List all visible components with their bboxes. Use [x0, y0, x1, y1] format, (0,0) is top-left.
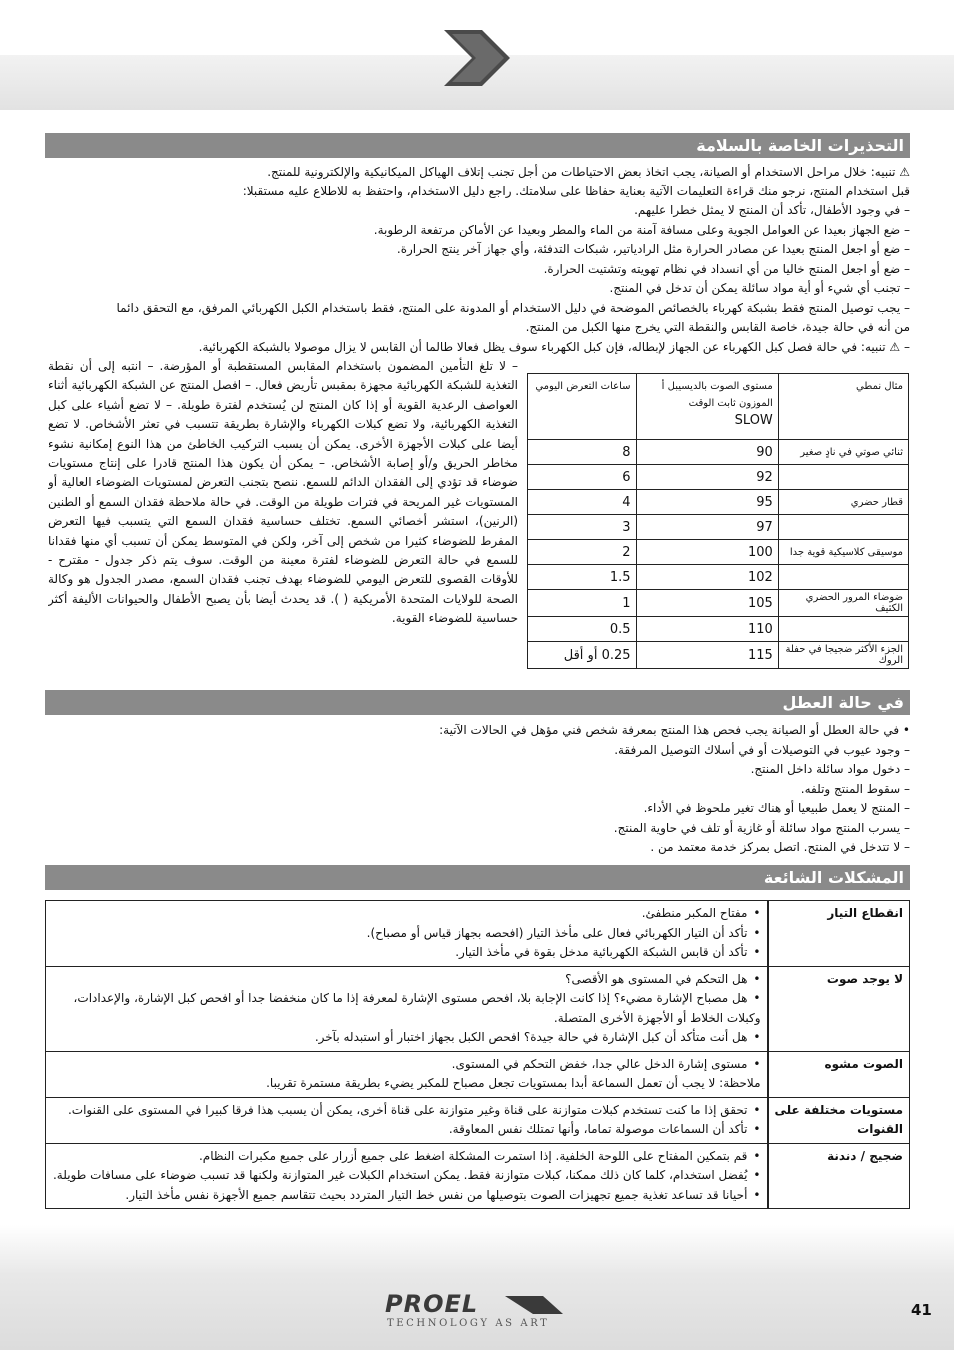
brand-tagline: TECHNOLOGY AS ART	[387, 1318, 550, 1329]
safety-item: – تجنب أي شيء أو أية مواد سائلة يمكن أن تدخل في المنتج.	[609, 281, 910, 295]
cell-example: الجزء الأكثر ضجيجا في حفلة الروك	[778, 642, 908, 669]
cell-db: 105	[636, 590, 778, 617]
fault-item: – يسرب المنتج مواد سائلة أو غازية أو تلف في حاوية المنتج.	[613, 821, 910, 835]
cell-db: 115	[636, 642, 778, 669]
cell-hours: 0.5	[528, 617, 637, 642]
cell-hours: 3	[528, 515, 637, 540]
safety-side-paragraph: – لا تلغ التأمين المضمون باستخدام المقابس المستقطبة أو المؤرضة. – انتبه إلى أن نقطة التغذية للشبكة الكهربائية مجهزة بمقبس تأريض فعال. – افصل المنتج عن الشبكة الكهربائية أثناء العواصف الرعدية القوية أو إذا كان المنتج لن يُستخدم لفترة طويلة. – لا تضع أشياء على كبل التغذية الكهربائية، ولا تضع كبلات الكهرباء والإشارة بطريقة تتسبب في تعثر الأشخاص. لا تضع أيضا على كبلات الأجهزة الأخرى. يمكن أن يسبب التركيب الخاطئ من هذا النوع إمكانية نشوء مخاطر الحريق و/أو إصابة الأشخاص. – يمكن أن يكون هذا المنتج قادرا على إنتاج مستويات ضوضاء قد تؤدي إلى الفقدان الدائم للسمع. ننصح بتجنب التعرض لمستويات الضوضاء العالية أو المستويات غير المريحة في فترات طويلة من الوقت. في حالة ملاحظة فقدان السمع أو الطنين (الرنين)، استشر أخصائي السمع. تختلف حساسية فقدان السمع التي يتسبب فيها التعرض المفرط للضوضاء كثيرا من شخص إلى آخر، ولكن في المتوسط يمكن أن تسبب أي منها فقدانا للسمع في حالة التعرض للضوضاء لفترة معينة من الوقت. سوف يتم ذكر جدول - مقترح - للأوقات القصوى للتعرض اليومي للضوضاء بهدف تجنب فقدان السمع، مصدر الجدول هو وكالة الصحة للولايات المتحدة الأمريكية ( ). قد يحدث أيضا بأن يصبح الأطفال والحيوانات الأليفة أكثر حساسية للضوضاء القوية.	[48, 359, 518, 626]
chevron-arrow-icon	[444, 30, 512, 86]
problem-label: الصوت مشوه	[768, 1051, 910, 1097]
section-title-problems: المشكلات الشائعة	[45, 865, 910, 890]
cell-db: 90	[636, 440, 778, 465]
solution-item: • هل أنت متأكد أن كبل الإشارة في حالة جيدة؟ افحص الكبل بجهاز اختبار أو استبدله بآخر.	[52, 1028, 761, 1048]
solution-item: • هل التحكم في المستوى هو الأقصى؟	[52, 970, 761, 990]
solution-item: • هل مصباح الإشارة مضيء؟ إذا كانت الإجابة بلا، افحص مستوى الإشارة لمعرفة إذا ما كان منخفضا جدا أو افحص كبل الإشارة، والإعدادات، وكبلات الخلاط أو الأجهزة الأخرى المتصلة.	[52, 989, 761, 1028]
troubleshooting-table	[45, 900, 910, 1209]
noise-exposure-table	[527, 373, 909, 669]
safety-power-2: من أنه في حالة جيدة، خاصة القابس والنقطة التي يخرج منها الكبل من المنتج.	[525, 320, 910, 334]
section-title-fault: في حالة العطل	[45, 690, 910, 715]
fault-item: – لا تتدخل في المنتج. اتصل بمركز خدمة معتمد من .	[650, 840, 910, 854]
cell-example: موسيقى كلاسيكية قوية جدا	[778, 540, 908, 565]
cell-hours: 8	[528, 440, 637, 465]
fault-intro: • في حالة العطل أو الصيانة يجب فحص هذا المنتج بمعرفة شخص فني مؤهل في الحالات الآتية:	[439, 723, 910, 737]
cell-hours: 1.5	[528, 565, 637, 590]
cell-example	[778, 565, 908, 590]
safety-power-1: – يجب توصيل المنتج فقط بشبكة كهرباء بالخصائص الموضحة في دليل الاستخدام أو المدونة على المنتج، فقط باستخدام الكبل الكهربائي المرفق، مع التحقق دائما	[116, 301, 910, 315]
table-row	[528, 465, 909, 490]
solution-item: • مفتاح المكبر منطفئ.	[52, 904, 761, 924]
cell-example	[778, 617, 908, 642]
table-row	[46, 966, 910, 1051]
cell-example	[778, 465, 908, 490]
table-header-row	[528, 374, 909, 440]
table-row	[46, 1143, 910, 1209]
table-row	[528, 440, 909, 465]
table-row	[528, 515, 909, 540]
header-level-text: مستوى الصوت بالديسيبل أ الموزون ثابت الوقت	[661, 381, 773, 409]
solution-note: ملاحظة: لا يجب أن تعمل السماعة أبدا بمستويات تجعل مصباح للمكبر يضيء بطريقة مستمرة تقريبا.	[266, 1076, 761, 1090]
header-example: مثال نمطي	[778, 374, 908, 440]
fault-item: – المنتج لا يعمل طبيعيا أو هناك تغير ملحوظ في الأداء.	[643, 801, 910, 815]
cell-db: 110	[636, 617, 778, 642]
solution-item: • تأكد أن قابس الشبكة الكهربائية مدخل بقوة في مأخذ التيار.	[52, 943, 761, 963]
solution-cell	[46, 1051, 768, 1097]
cell-db: 92	[636, 465, 778, 490]
fault-item: – سقوط المنتج وتلفه.	[800, 782, 910, 796]
table-row	[528, 565, 909, 590]
header-hours: ساعات التعرض اليومي	[528, 374, 637, 440]
cell-example: ضوضاء المرور الحضري الكثيف	[778, 590, 908, 617]
solution-item: • قم بتمكين المفتاح على اللوحة الخلفية. إذا استمرت المشكلة اضغط على جميع أزرار على جميع مكبرات النظام.	[52, 1147, 761, 1167]
solution-item: • تأكد أن السماعات موصولة تماما، وأنها تمتلك نفس المعاوقة.	[52, 1120, 761, 1140]
solution-item: • تأكد أن التيار الكهربائي فعال على مأخذ التيار (افحصه بجهاز قياس أو مصباح).	[52, 924, 761, 944]
table-row	[528, 540, 909, 565]
solution-item: • أحيانا قد تساعد تغذية جميع تجهيزات الصوت بتوصيلها من نفس خط التيار المتردد بحيث تتقاسم جميع الأجهزة نفس مأخذ التيار.	[52, 1186, 761, 1206]
header-slow: SLOW	[734, 413, 773, 428]
solution-item: • مستوى إشارة الدخل عالي جدا، خفض التحكم في المستوى.	[52, 1055, 761, 1075]
safety-item: – ضع الجهاز بعيدا عن العوامل الجوية وعلى مسافة آمنة من الماء والمطر وبعيدا عن الأماكن مرتفعة الرطوبة.	[373, 223, 910, 237]
safety-intro-1: ⚠ تنبيه: خلال مراحل الاستخدام أو الصيانة، يجب اتخاذ بعض الاحتياطات من أجل تجنب إتلاف الهياكل الميكانيكية والإلكترونية للمنتج.	[267, 165, 910, 179]
table-row	[528, 490, 909, 515]
safety-caution: – ⚠ تنبيه: في حالة فصل كبل الكهرباء عن الجهاز لإبطاله، فإن كبل الكهرباء سوف يظل فعالا طالما أن القابس لا يزال موصولا بالشبكة الكهربائية.	[198, 340, 910, 354]
logo-swoosh-icon	[505, 1294, 565, 1316]
problem-label: انقطاع التيار	[768, 901, 910, 967]
brand-name: PROEL	[385, 1290, 479, 1318]
table-row	[528, 642, 909, 669]
safety-item: – ضع أو اجعل المنتج بعيدا عن مصادر الحرارة مثل الرادياتير، شبكات التدفئة، وأي جهاز آخر ينتج الحرارة.	[396, 242, 910, 256]
table-row	[46, 1051, 910, 1097]
solution-cell	[46, 1143, 768, 1209]
cell-db: 95	[636, 490, 778, 515]
problem-label: ضجيج / دندنة	[768, 1143, 910, 1209]
solution-item: • يُفضل استخدام، كلما كان ذلك ممكنا، كبلات متوازنة فقط. يمكن استخدام الكبلات غير المتوازنة ولكنها قد تسبب ضوضاء على مسافات طويلة.	[52, 1166, 761, 1186]
cell-hours: 0.25 أو أقل	[528, 642, 637, 669]
table-row	[46, 1097, 910, 1143]
safety-intro-2: قبل استخدام المنتج، نرجو منك قراءة التعليمات الآتية بعناية حفاظا على سلامتك. راجع دليل الاستخدام، واحتفظ به للاطلاع عليه مستقبلا:	[242, 184, 910, 198]
solution-cell	[46, 901, 768, 967]
cell-db: 102	[636, 565, 778, 590]
solution-item: • تحقق إذا ما كنت تستخدم كبلات متوازنة على قناة وغير متوازنة على قناة أخرى، يمكن أن يسبب هذا فرقا كبيرا في المستوى على القنوات.	[52, 1101, 761, 1121]
cell-example: قطار حضري	[778, 490, 908, 515]
cell-hours: 6	[528, 465, 637, 490]
page-number: 41	[911, 1301, 932, 1319]
safety-item: – ضع أو اجعل المنتج خاليا من أي انسداد في نظام تهويته وتشتيت الحرارة.	[543, 262, 910, 276]
fault-item: – دخول مواد سائلة داخل المنتج.	[750, 762, 910, 776]
table-row	[528, 617, 909, 642]
safety-item: – في وجود الأطفال، تأكد أن المنتج لا يمثل خطرا عليهم.	[634, 203, 910, 217]
cell-example	[778, 515, 908, 540]
section-title-safety: التحذيرات الخاصة بالسلامة	[45, 133, 910, 158]
cell-db: 97	[636, 515, 778, 540]
table-row	[528, 590, 909, 617]
cell-example: ثنائي صوتي في نادٍ صغير	[778, 440, 908, 465]
cell-hours: 4	[528, 490, 637, 515]
solution-cell	[46, 1097, 768, 1143]
cell-db: 100	[636, 540, 778, 565]
problem-label: لا يوجد صوت	[768, 966, 910, 1051]
cell-hours: 1	[528, 590, 637, 617]
cell-hours: 2	[528, 540, 637, 565]
header-level	[636, 374, 778, 440]
solution-cell	[46, 966, 768, 1051]
table-row	[46, 901, 910, 967]
problem-label: مستويات مختلفة على القنوات	[768, 1097, 910, 1143]
fault-item: – وجود عيوب في التوصيلات أو في أسلاك التوصيل المرفقة.	[614, 743, 910, 757]
